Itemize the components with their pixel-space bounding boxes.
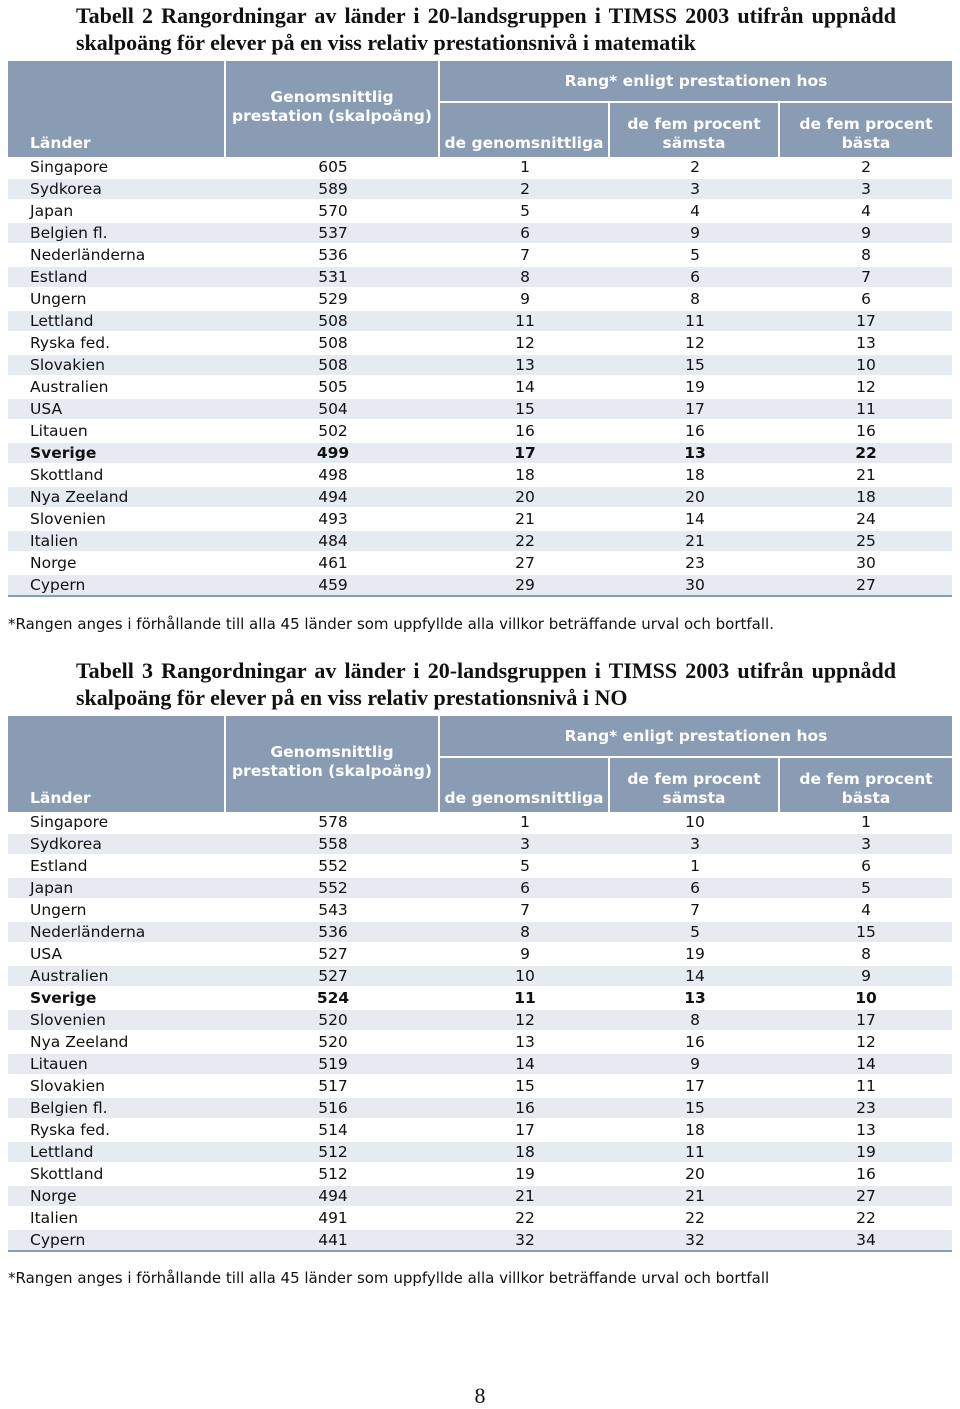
rank-average-cell: 6 (440, 223, 610, 245)
table-3-footnote: *Rangen anges i förhållande till alla 45 länder som uppfyllde alla villkor beträffande urval och bortfall (8, 1269, 770, 1287)
country-cell: Sverige (8, 443, 226, 465)
score-cell: 578 (226, 812, 440, 834)
rank-highest-cell: 21 (780, 465, 952, 487)
rank-average-cell: 19 (440, 1164, 610, 1186)
rank-highest-cell: 16 (780, 1164, 952, 1186)
country-cell: Sydkorea (8, 179, 226, 201)
rank-highest-cell: 3 (780, 179, 952, 201)
table-row (8, 988, 952, 1010)
rank-highest-cell: 1 (780, 812, 952, 834)
rank-highest-cell: 12 (780, 377, 952, 399)
rank-average-cell: 17 (440, 1120, 610, 1142)
rank-lowest-cell: 23 (610, 553, 780, 575)
country-cell: Norge (8, 1186, 226, 1208)
country-cell: Ungern (8, 289, 226, 311)
country-cell: Italien (8, 531, 226, 553)
country-cell: USA (8, 944, 226, 966)
rank-lowest-cell: 20 (610, 487, 780, 509)
rank-highest-cell: 11 (780, 399, 952, 421)
score-cell: 531 (226, 267, 440, 289)
rank-lowest-cell: 12 (610, 333, 780, 355)
table-row (8, 878, 952, 900)
rank-highest-cell: 17 (780, 311, 952, 333)
table-row (8, 311, 952, 333)
score-cell: 529 (226, 289, 440, 311)
rank-highest-cell: 6 (780, 289, 952, 311)
header-rank-lowest: de fem procent sämsta (610, 758, 780, 812)
table-row (8, 333, 952, 355)
table-row (8, 575, 952, 597)
country-cell: Australien (8, 377, 226, 399)
table-row (8, 1208, 952, 1230)
table-row (8, 201, 952, 223)
score-cell: 517 (226, 1076, 440, 1098)
rank-average-cell: 27 (440, 553, 610, 575)
rank-average-cell: 9 (440, 289, 610, 311)
table-row (8, 1230, 952, 1252)
country-cell: Nya Zeeland (8, 487, 226, 509)
country-cell: Japan (8, 878, 226, 900)
score-cell: 512 (226, 1164, 440, 1186)
table-3 (8, 716, 952, 1252)
table-row (8, 944, 952, 966)
rank-average-cell: 6 (440, 878, 610, 900)
rank-average-cell: 9 (440, 944, 610, 966)
table-row (8, 223, 952, 245)
rank-highest-cell: 8 (780, 245, 952, 267)
rank-highest-cell: 6 (780, 856, 952, 878)
rank-average-cell: 16 (440, 421, 610, 443)
score-cell: 461 (226, 553, 440, 575)
rank-lowest-cell: 10 (610, 812, 780, 834)
country-cell: Slovakien (8, 1076, 226, 1098)
table-row (8, 1098, 952, 1120)
rank-lowest-cell: 8 (610, 1010, 780, 1032)
rank-average-cell: 12 (440, 1010, 610, 1032)
rank-highest-cell: 22 (780, 1208, 952, 1230)
score-cell: 570 (226, 201, 440, 223)
country-cell: Cypern (8, 1230, 226, 1252)
rank-average-cell: 11 (440, 311, 610, 333)
rank-average-cell: 1 (440, 812, 610, 834)
score-cell: 516 (226, 1098, 440, 1120)
rank-highest-cell: 8 (780, 944, 952, 966)
rank-highest-cell: 30 (780, 553, 952, 575)
rank-highest-cell: 18 (780, 487, 952, 509)
score-cell: 505 (226, 377, 440, 399)
header-rank-highest: de fem procent bästa (780, 758, 952, 812)
table-3-title: Tabell 3 Rangordningar av länder i 20-landsgruppen i TIMSS 2003 utifrån uppnådd skalpoäng för elever på en viss relativ prestationsnivå i NO (76, 658, 896, 710)
rank-lowest-cell: 13 (610, 443, 780, 465)
rank-average-cell: 14 (440, 377, 610, 399)
rank-lowest-cell: 11 (610, 1142, 780, 1164)
rank-highest-cell: 17 (780, 1010, 952, 1032)
score-cell: 537 (226, 223, 440, 245)
rank-highest-cell: 13 (780, 1120, 952, 1142)
rank-highest-cell: 10 (780, 988, 952, 1010)
table-row (8, 377, 952, 399)
table-row (8, 1164, 952, 1186)
rank-average-cell: 22 (440, 1208, 610, 1230)
score-cell: 502 (226, 421, 440, 443)
country-cell: Belgien fl. (8, 223, 226, 245)
score-cell: 494 (226, 487, 440, 509)
score-cell: 519 (226, 1054, 440, 1076)
rank-average-cell: 10 (440, 966, 610, 988)
rank-lowest-cell: 6 (610, 267, 780, 289)
rank-average-cell: 7 (440, 900, 610, 922)
country-cell: Ryska fed. (8, 333, 226, 355)
table-3-body (8, 812, 952, 1252)
rank-highest-cell: 3 (780, 834, 952, 856)
score-cell: 552 (226, 856, 440, 878)
rank-highest-cell: 19 (780, 1142, 952, 1164)
table-row (8, 531, 952, 553)
rank-highest-cell: 15 (780, 922, 952, 944)
country-cell: USA (8, 399, 226, 421)
header-rank-group: Rang* enligt prestationen hos (440, 716, 952, 758)
rank-lowest-cell: 1 (610, 856, 780, 878)
country-cell: Australien (8, 966, 226, 988)
country-cell: Litauen (8, 1054, 226, 1076)
rank-average-cell: 18 (440, 1142, 610, 1164)
table-2 (8, 61, 952, 597)
country-cell: Estland (8, 267, 226, 289)
rank-average-cell: 20 (440, 487, 610, 509)
table-row (8, 509, 952, 531)
rank-highest-cell: 16 (780, 421, 952, 443)
score-cell: 543 (226, 900, 440, 922)
table-row (8, 179, 952, 201)
header-average: Genomsnittlig prestation (skalpoäng) (226, 716, 440, 812)
rank-average-cell: 11 (440, 988, 610, 1010)
score-cell: 527 (226, 944, 440, 966)
country-cell: Nya Zeeland (8, 1032, 226, 1054)
country-cell: Lettland (8, 1142, 226, 1164)
country-cell: Estland (8, 856, 226, 878)
score-cell: 504 (226, 399, 440, 421)
rank-highest-cell: 11 (780, 1076, 952, 1098)
table-row (8, 289, 952, 311)
rank-highest-cell: 9 (780, 223, 952, 245)
rank-average-cell: 5 (440, 856, 610, 878)
rank-average-cell: 21 (440, 509, 610, 531)
rank-lowest-cell: 9 (610, 1054, 780, 1076)
rank-lowest-cell: 15 (610, 355, 780, 377)
score-cell: 524 (226, 988, 440, 1010)
rank-lowest-cell: 9 (610, 223, 780, 245)
table-row (8, 553, 952, 575)
rank-average-cell: 17 (440, 443, 610, 465)
table-row (8, 900, 952, 922)
score-cell: 520 (226, 1032, 440, 1054)
score-cell: 498 (226, 465, 440, 487)
rank-lowest-cell: 16 (610, 1032, 780, 1054)
score-cell: 558 (226, 834, 440, 856)
rank-average-cell: 13 (440, 355, 610, 377)
rank-highest-cell: 27 (780, 575, 952, 597)
rank-lowest-cell: 8 (610, 289, 780, 311)
rank-lowest-cell: 14 (610, 509, 780, 531)
rank-average-cell: 3 (440, 834, 610, 856)
country-cell: Slovenien (8, 509, 226, 531)
header-rank-lowest: de fem procent sämsta (610, 103, 780, 157)
rank-lowest-cell: 5 (610, 922, 780, 944)
rank-average-cell: 13 (440, 1032, 610, 1054)
score-cell: 508 (226, 355, 440, 377)
rank-lowest-cell: 19 (610, 377, 780, 399)
rank-lowest-cell: 18 (610, 465, 780, 487)
country-cell: Skottland (8, 1164, 226, 1186)
table-row (8, 1032, 952, 1054)
rank-highest-cell: 22 (780, 443, 952, 465)
header-average: Genomsnittlig prestation (skalpoäng) (226, 61, 440, 157)
rank-lowest-cell: 20 (610, 1164, 780, 1186)
country-cell: Japan (8, 201, 226, 223)
page-number: 8 (474, 1383, 486, 1408)
country-cell: Cypern (8, 575, 226, 597)
rank-lowest-cell: 22 (610, 1208, 780, 1230)
score-cell: 589 (226, 179, 440, 201)
score-cell: 527 (226, 966, 440, 988)
rank-lowest-cell: 11 (610, 311, 780, 333)
rank-highest-cell: 24 (780, 509, 952, 531)
country-cell: Sydkorea (8, 834, 226, 856)
country-cell: Norge (8, 553, 226, 575)
rank-lowest-cell: 6 (610, 878, 780, 900)
score-cell: 499 (226, 443, 440, 465)
table-row (8, 812, 952, 834)
table-row (8, 355, 952, 377)
rank-lowest-cell: 2 (610, 157, 780, 179)
score-cell: 605 (226, 157, 440, 179)
rank-lowest-cell: 3 (610, 834, 780, 856)
rank-lowest-cell: 30 (610, 575, 780, 597)
score-cell: 552 (226, 878, 440, 900)
header-rank-group: Rang* enligt prestationen hos (440, 61, 952, 103)
rank-lowest-cell: 18 (610, 1120, 780, 1142)
score-cell: 512 (226, 1142, 440, 1164)
table-row (8, 421, 952, 443)
score-cell: 493 (226, 509, 440, 531)
table-row (8, 922, 952, 944)
rank-average-cell: 18 (440, 465, 610, 487)
rank-highest-cell: 12 (780, 1032, 952, 1054)
rank-average-cell: 8 (440, 267, 610, 289)
score-cell: 508 (226, 311, 440, 333)
table-row (8, 245, 952, 267)
rank-average-cell: 21 (440, 1186, 610, 1208)
country-cell: Singapore (8, 157, 226, 179)
rank-average-cell: 15 (440, 399, 610, 421)
rank-average-cell: 1 (440, 157, 610, 179)
rank-highest-cell: 23 (780, 1098, 952, 1120)
header-country: Länder (8, 61, 226, 157)
rank-highest-cell: 27 (780, 1186, 952, 1208)
score-cell: 484 (226, 531, 440, 553)
rank-average-cell: 16 (440, 1098, 610, 1120)
rank-average-cell: 2 (440, 179, 610, 201)
rank-lowest-cell: 4 (610, 201, 780, 223)
table-row (8, 1142, 952, 1164)
rank-lowest-cell: 14 (610, 966, 780, 988)
header-rank-average: de genomsnittliga (440, 103, 610, 157)
table-row (8, 399, 952, 421)
rank-highest-cell: 7 (780, 267, 952, 289)
rank-highest-cell: 2 (780, 157, 952, 179)
rank-highest-cell: 14 (780, 1054, 952, 1076)
rank-lowest-cell: 15 (610, 1098, 780, 1120)
country-cell: Nederländerna (8, 245, 226, 267)
country-cell: Italien (8, 1208, 226, 1230)
rank-highest-cell: 5 (780, 878, 952, 900)
rank-lowest-cell: 17 (610, 1076, 780, 1098)
score-cell: 441 (226, 1230, 440, 1252)
rank-lowest-cell: 17 (610, 399, 780, 421)
rank-average-cell: 22 (440, 531, 610, 553)
table-row (8, 1076, 952, 1098)
table-row (8, 487, 952, 509)
rank-lowest-cell: 7 (610, 900, 780, 922)
rank-highest-cell: 13 (780, 333, 952, 355)
table-row (8, 1120, 952, 1142)
table-row (8, 856, 952, 878)
rank-highest-cell: 4 (780, 900, 952, 922)
table-2-body (8, 157, 952, 597)
score-cell: 536 (226, 245, 440, 267)
rank-highest-cell: 4 (780, 201, 952, 223)
country-cell: Belgien fl. (8, 1098, 226, 1120)
country-cell: Litauen (8, 421, 226, 443)
rank-lowest-cell: 3 (610, 179, 780, 201)
score-cell: 520 (226, 1010, 440, 1032)
table-row (8, 1054, 952, 1076)
header-rank-average: de genomsnittliga (440, 758, 610, 812)
table-row (8, 1010, 952, 1032)
rank-average-cell: 5 (440, 201, 610, 223)
rank-lowest-cell: 16 (610, 421, 780, 443)
rank-lowest-cell: 21 (610, 531, 780, 553)
score-cell: 494 (226, 1186, 440, 1208)
rank-lowest-cell: 13 (610, 988, 780, 1010)
score-cell: 491 (226, 1208, 440, 1230)
rank-average-cell: 8 (440, 922, 610, 944)
country-cell: Singapore (8, 812, 226, 834)
table-2-title: Tabell 2 Rangordningar av länder i 20-landsgruppen i TIMSS 2003 utifrån uppnådd skalpoäng för elever på en viss relativ prestationsnivå i matematik (76, 3, 896, 55)
country-cell: Lettland (8, 311, 226, 333)
header-country: Länder (8, 716, 226, 812)
table-row (8, 465, 952, 487)
rank-lowest-cell: 21 (610, 1186, 780, 1208)
country-cell: Skottland (8, 465, 226, 487)
rank-average-cell: 32 (440, 1230, 610, 1252)
score-cell: 508 (226, 333, 440, 355)
header-rank-highest: de fem procent bästa (780, 103, 952, 157)
table-row (8, 443, 952, 465)
rank-average-cell: 7 (440, 245, 610, 267)
rank-highest-cell: 9 (780, 966, 952, 988)
rank-highest-cell: 34 (780, 1230, 952, 1252)
rank-highest-cell: 25 (780, 531, 952, 553)
table-row (8, 1186, 952, 1208)
country-cell: Ryska fed. (8, 1120, 226, 1142)
rank-highest-cell: 10 (780, 355, 952, 377)
country-cell: Nederländerna (8, 922, 226, 944)
rank-average-cell: 29 (440, 575, 610, 597)
country-cell: Sverige (8, 988, 226, 1010)
rank-average-cell: 14 (440, 1054, 610, 1076)
rank-lowest-cell: 5 (610, 245, 780, 267)
table-row (8, 267, 952, 289)
rank-lowest-cell: 32 (610, 1230, 780, 1252)
score-cell: 459 (226, 575, 440, 597)
country-cell: Ungern (8, 900, 226, 922)
country-cell: Slovenien (8, 1010, 226, 1032)
rank-average-cell: 15 (440, 1076, 610, 1098)
score-cell: 536 (226, 922, 440, 944)
rank-average-cell: 12 (440, 333, 610, 355)
table-row (8, 834, 952, 856)
country-cell: Slovakien (8, 355, 226, 377)
table-row (8, 157, 952, 179)
score-cell: 514 (226, 1120, 440, 1142)
table-row (8, 966, 952, 988)
rank-lowest-cell: 19 (610, 944, 780, 966)
table-2-footnote: *Rangen anges i förhållande till alla 45 länder som uppfyllde alla villkor beträffande urval och bortfall. (8, 615, 774, 633)
